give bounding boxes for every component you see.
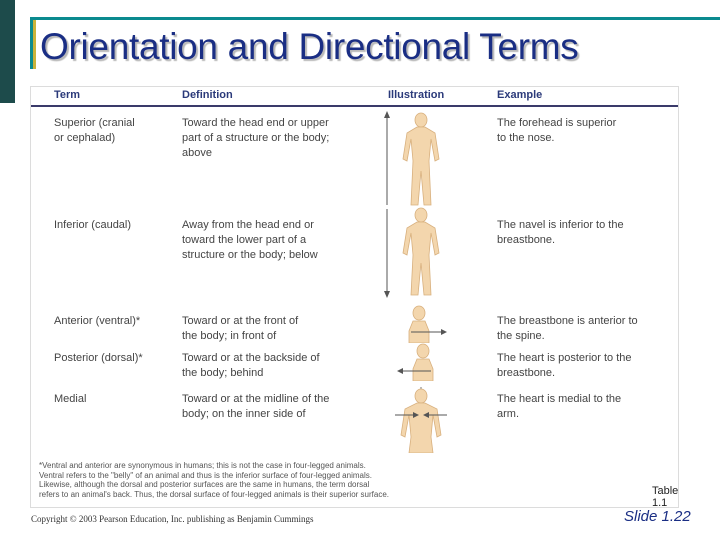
definition-medial: Toward or at the midline of the body; on the inner side of — [182, 393, 330, 420]
copyright-notice: Copyright © 2003 Pearson Education, Inc. publishing as Benjamin Cummings — [31, 514, 314, 524]
example-medial: The heart is medial to the arm. — [497, 393, 622, 420]
table-header — [31, 87, 679, 107]
header-definition: Definition — [182, 89, 233, 101]
illustration-inferior — [379, 205, 459, 301]
illustration-medial — [383, 387, 459, 453]
illustration-anterior — [391, 305, 451, 343]
example-inferior: The navel is inferior to the breastbone. — [497, 219, 624, 246]
illustration-posterior — [391, 343, 451, 381]
term-medial: Medial — [54, 393, 87, 405]
definition-anterior: Toward or at the front of the body; in front of — [182, 315, 299, 342]
table-reference: Table 1.1 — [652, 485, 679, 508]
header-term: Term — [54, 89, 81, 101]
title-rule — [30, 17, 720, 20]
header-example: Example — [497, 89, 543, 101]
example-anterior: The breastbone is anterior to the spine. — [497, 315, 638, 342]
header-illustration: Illustration — [388, 89, 445, 101]
title-accent-gold — [33, 20, 36, 69]
example-posterior: The heart is posterior to the breastbone. — [497, 352, 632, 379]
term-inferior: Inferior (caudal) — [54, 219, 132, 231]
corner-decoration — [0, 0, 15, 103]
example-superior: The forehead is superior to the nose. — [497, 117, 617, 144]
slide-title: Orientation and Directional Terms — [40, 26, 579, 67]
slide-number: Slide 1.22 — [624, 508, 691, 525]
term-posterior: Posterior (dorsal)* — [54, 352, 143, 364]
directional-terms-table — [30, 86, 679, 508]
illustration-superior — [379, 109, 459, 209]
term-superior: Superior (cranial or cephalad) — [54, 117, 135, 144]
definition-superior: Toward the head end or upper part of a structure or the body; above — [182, 117, 330, 159]
definition-inferior: Away from the head end or toward the lower part of a structure or the body; below — [182, 219, 318, 261]
definition-posterior: Toward or at the backside of the body; behind — [182, 352, 320, 379]
table-footnote: *Ventral and anterior are synonymous in humans; this is not the case in four-legged animals. Ventral refers to the "belly" of an animal and thus is the inferior surface of four-legged animals. Likewise, although the dorsal and posterior surfaces are the same in humans, the term dorsal refers to an animal's back. Thus, the dorsal surface of four-legged animals is their superior surface. — [39, 461, 389, 499]
term-anterior: Anterior (ventral)* — [54, 315, 141, 327]
